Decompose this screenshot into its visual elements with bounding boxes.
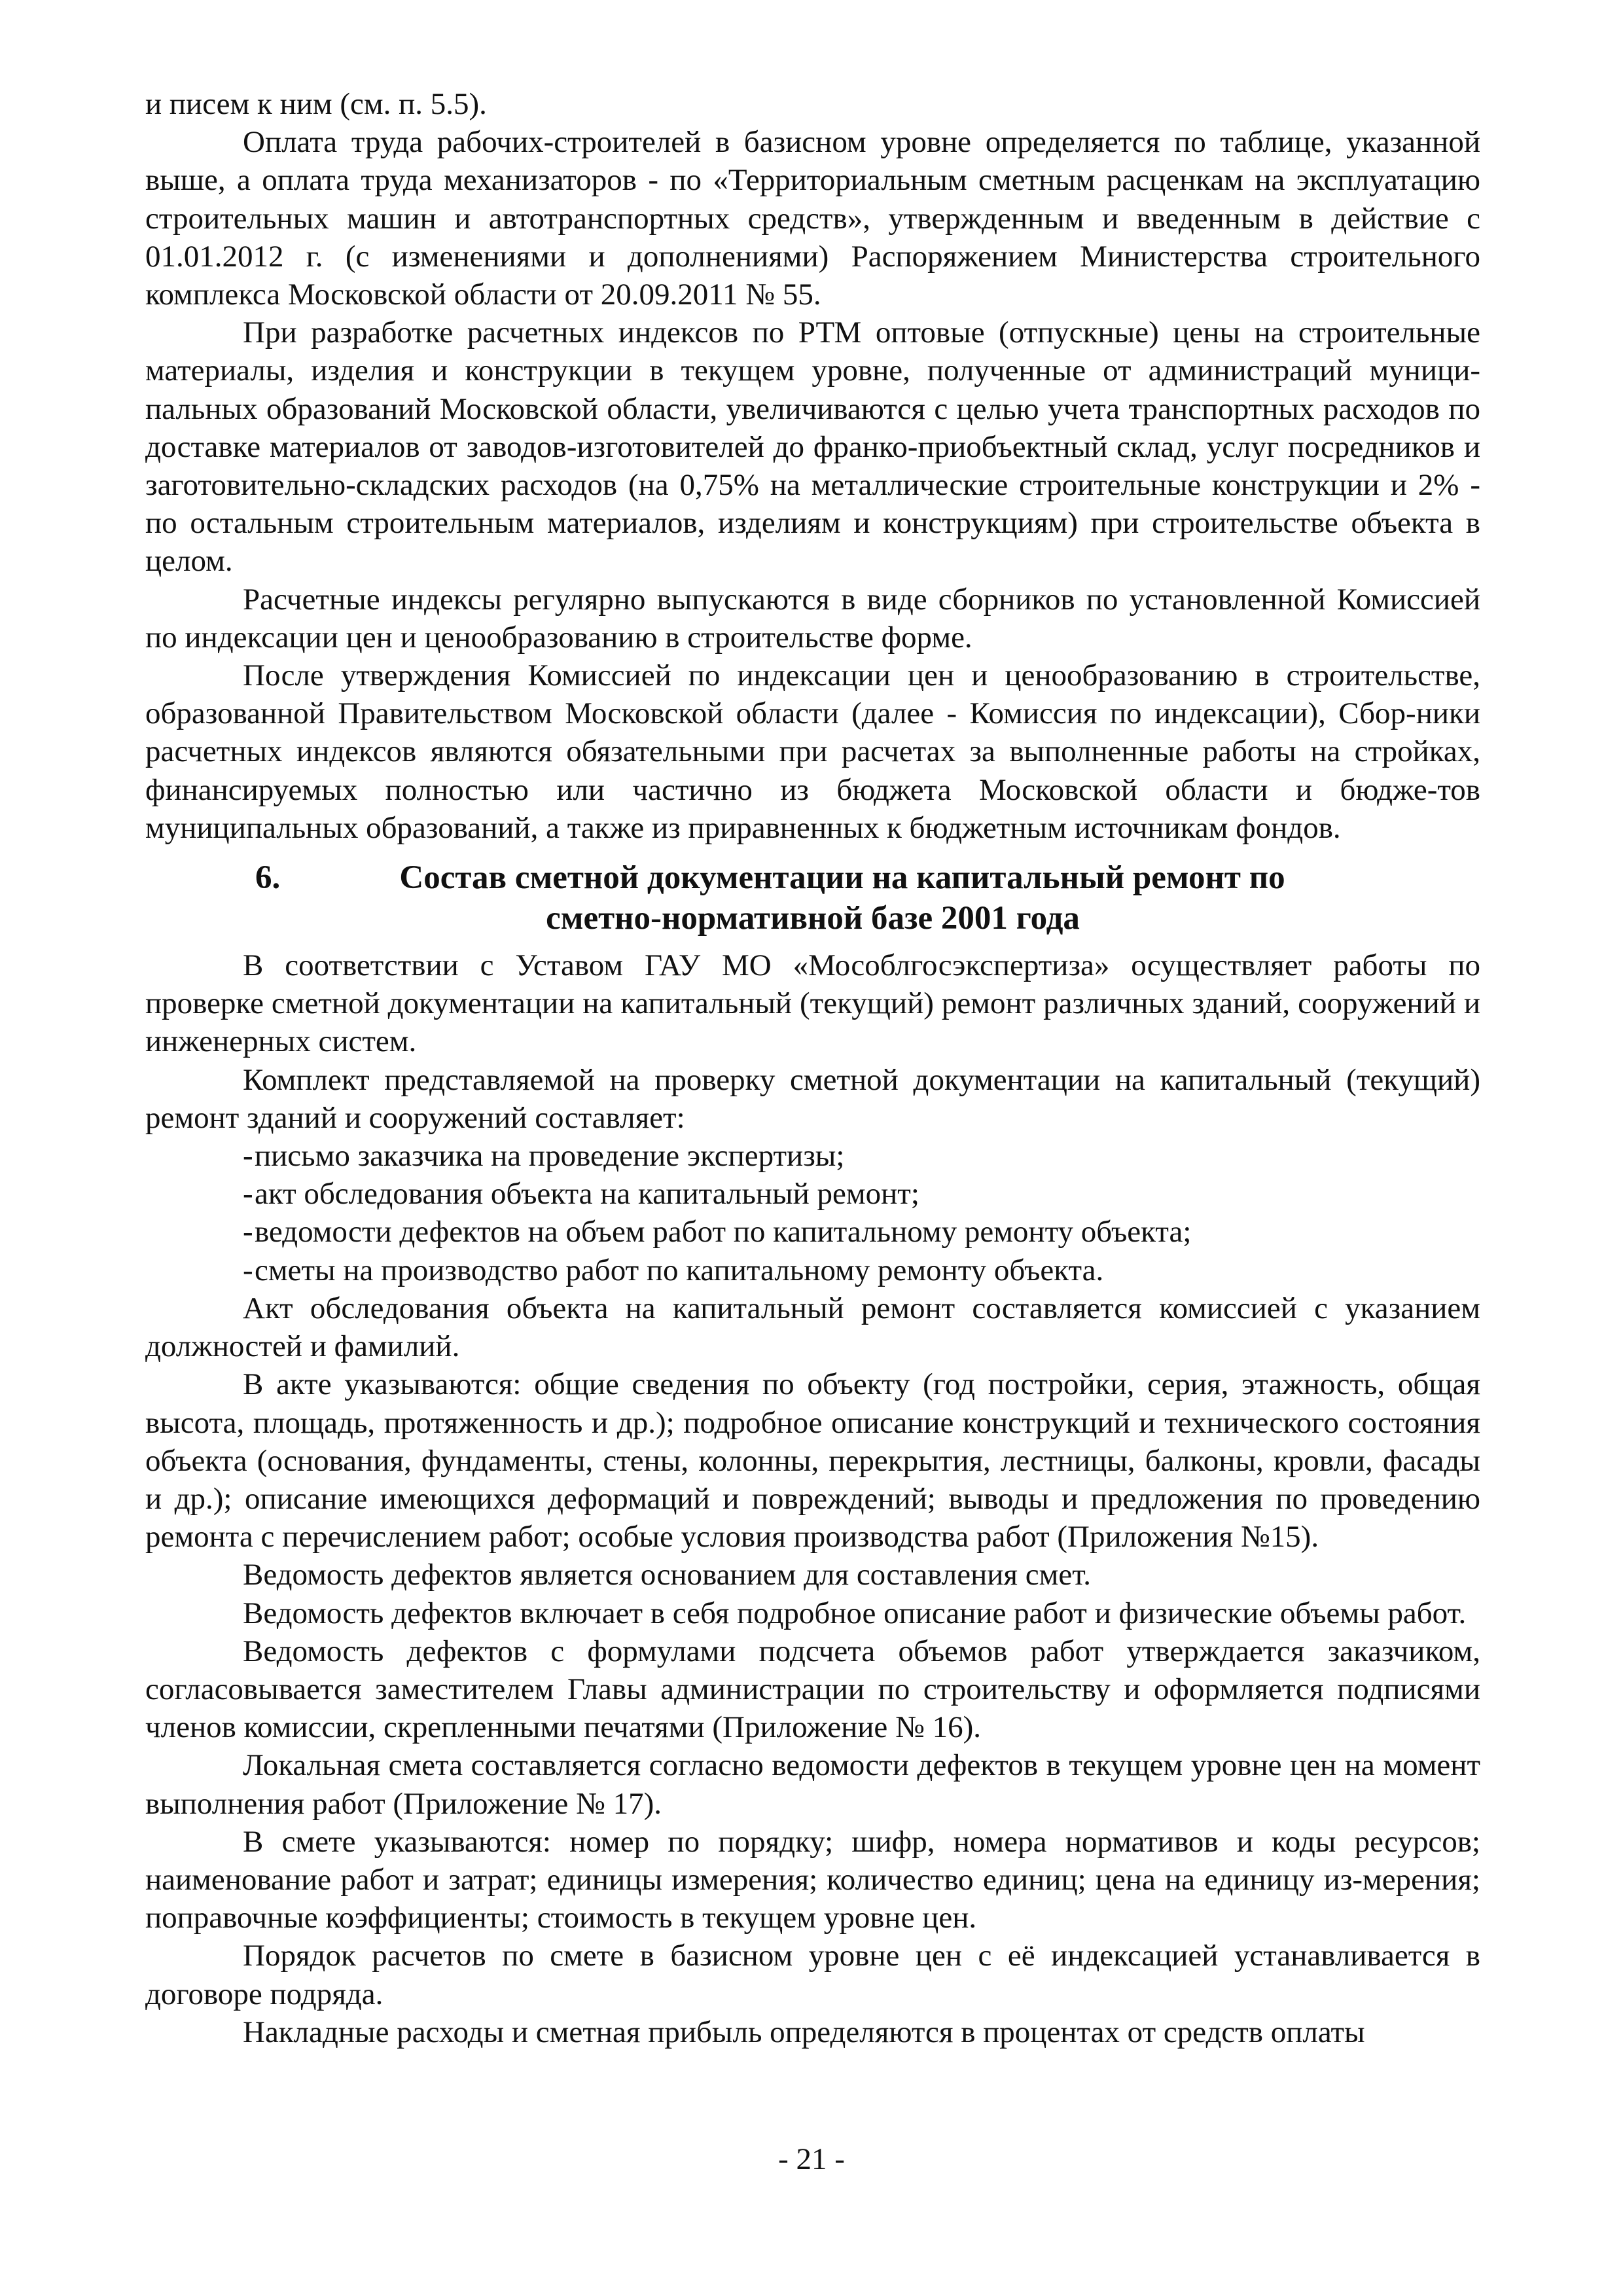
paragraph-document-set: Комплект представляемой на проверку сметной документации на капитальный (текущий) ремонт зданий и сооружений составляет: bbox=[145, 1062, 1480, 1135]
paragraph-overhead: Накладные расходы и сметная прибыль определяются в процентах от средств оплаты bbox=[243, 2015, 1365, 2049]
list-item: -сметы на производство работ по капитальному ремонту объекта. bbox=[243, 1253, 1104, 1287]
page-number: - 21 - bbox=[778, 2142, 845, 2176]
paragraph-act-contents: В акте указываются: общие сведения по объекту (год постройки, серия, этажность, общая высота, площадь, протяженность и др.); подробное описание конструкций и технического состояния объекта (основания, фундаменты, стены, колонны, перекрытия, лестницы, балконы, кровли, фасады и др.); описание имеющихся деформаций и повреждений; выводы и предложения по проведению ремонта с перечислением работ; особые условия производства работ (Приложения №15). bbox=[145, 1367, 1480, 1554]
document-page bbox=[145, 85, 1480, 2051]
section-number: 6. bbox=[255, 859, 281, 897]
paragraph-defect-statement-approval: Ведомость дефектов с формулами подсчета объемов работ утверждается заказчиком, согласовывается заместителем Главы администрации по строительству и оформляется подписями членов комиссии, скрепленными печатями (Приложение № 16). bbox=[145, 1634, 1480, 1745]
paragraph-inspection-act: Акт обследования объекта на капитальный ремонт составляется комиссией с указанием должностей и фамилий. bbox=[145, 1291, 1480, 1364]
paragraph-defect-statement-basis: Ведомость дефектов является основанием для составления смет. bbox=[243, 1558, 1091, 1592]
paragraph-index-release: Расчетные индексы регулярно выпускаются в виде сборников по установленной Комиссией по индексации цен и ценообразованию в строительстве форме. bbox=[145, 582, 1480, 655]
paragraph-continued: и писем к ним (см. п. 5.5). bbox=[145, 87, 487, 121]
section-6-heading bbox=[145, 857, 1480, 939]
list-item: -ведомости дефектов на объем работ по капитальному ремонту объекта; bbox=[243, 1215, 1192, 1249]
list-item: -акт обследования объекта на капитальный ремонт; bbox=[243, 1177, 919, 1211]
paragraph-estimate-fields: В смете указываются: номер по порядку; шифр, номера нормативов и коды ресурсов; наименование работ и затрат; единицы измерения; количество единиц; цена на единицу из-мерения; поправочные коэффициенты; стоимость в текущем уровне цен. bbox=[145, 1824, 1480, 1935]
paragraph-index-development: При разработке расчетных индексов по РТМ оптовые (отпускные) цены на строительные материалы, изделия и конструкции в текущем уровне, полученные от администраций муници-пальных образований Московской области, увеличиваются с целью учета транспортных расходов по доставке материалов от заводов-изготовителей до франко-приобъектный склад, услуг посредников и заготовительно-складских расходов (на 0,75% на металлические строительные конструкции и 2% - по остальным строительным материалов, изделиям и конструкциям) при строительстве объекта в целом. bbox=[145, 315, 1480, 579]
paragraph-charter: В соответствии с Уставом ГАУ МО «Мособлгосэкспертиза» осуществляет работы по проверке сметной документации на капитальный (текущий) ремонт различных зданий, сооружений и инженерных систем. bbox=[145, 948, 1480, 1059]
document-set-list bbox=[145, 1137, 1480, 1289]
paragraph-after-approval: После утверждения Комиссией по индексации цен и ценообразованию в строительстве, образованной Правительством Московской области (далее - Комиссия по индексации), Сбор-ники расчетных индексов являются обязательными при расчетах за выполненные работы на стройках, финансируемых полностью или частично из бюджета Московской области и бюдже-тов муниципальных образований, а также из приравненных к бюджетным источникам фондов. bbox=[145, 658, 1480, 845]
section-title-line-2: сметно-нормативной базе 2001 года bbox=[546, 900, 1080, 937]
paragraph-local-estimate: Локальная смета составляется согласно ведомости дефектов в текущем уровне цен на момент выполнения работ (Приложение № 17). bbox=[145, 1748, 1480, 1821]
paragraph-calculation-order: Порядок расчетов по смете в базисном уровне цен с её индексацией устанавливается в договоре подряда. bbox=[145, 1939, 1480, 2011]
paragraph-labor-payment: Оплата труда рабочих-строителей в базисном уровне определяется по таблице, указанной выше, а оплата труда механизаторов - по «Территориальным сметным расценкам на эксплуатацию строительных машин и автотранспортных средств», утвержденным и введенным в действие с 01.01.2012 г. (с изменениями и дополнениями) Распоряжением Министерства строительного комплекса Московской области от 20.09.2011 № 55. bbox=[145, 125, 1480, 312]
list-item: -письмо заказчика на проведение экспертизы; bbox=[243, 1139, 845, 1174]
section-title-line-1: Состав сметной документации на капитальный ремонт по bbox=[399, 859, 1285, 897]
paragraph-defect-statement-contents: Ведомость дефектов включает в себя подробное описание работ и физические объемы работ. bbox=[243, 1596, 1467, 1630]
